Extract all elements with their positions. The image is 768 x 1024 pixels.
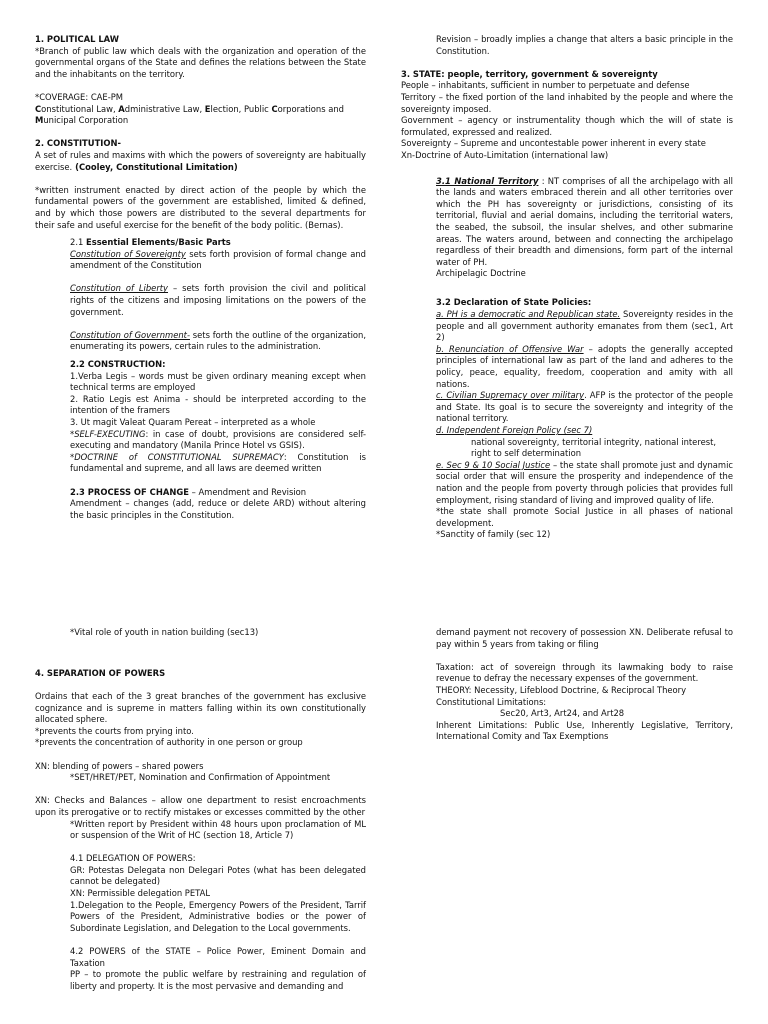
separation-heading: 4. SEPARATION OF POWERS	[35, 667, 166, 678]
demand-payment: demand payment not recovery of possession XN. Deliberate refusal to pay within 5 years from taking or filing	[436, 627, 733, 649]
coverage-expansion: Constitutional Law, Administrative Law, Election, Public Corporations and Municipal Corporation	[35, 103, 345, 126]
written-instrument: *written instrument enacted by direct action of the people by which the fundamental powers of the government are established, limited & defined, and by which those powers are distributed to the several departments for their safe and useful exercise for the benefit of the body politic. (Bernas).	[35, 184, 366, 230]
prevents-concentration: *prevents the concentration of authority in one person or group	[35, 737, 303, 748]
xn-petal: XN: Permissible delegation PETAL	[70, 888, 210, 899]
limitation-sections: Sec20, Art3, Art24, and Art28	[500, 708, 625, 719]
construction-item-3: 3. Ut magit Valeat Quaram Pereat – interpreted as a whole	[70, 417, 316, 427]
police-power: PP – to promote the public welfare by restraining and regulation of liberty and property. It is the most pervasive and demanding and	[70, 969, 366, 991]
state-heading: 3. STATE: people, territory, government & sovereignty	[401, 68, 658, 79]
amendment: Amendment – changes (add, reduce or delete ARD) without altering the basic principles in the Constitution.	[70, 498, 366, 520]
policy-d: d. Independent Foreign Policy (sec 7)	[436, 425, 593, 435]
social-justice: *the state shall promote Social Justice in all phases of national development.	[436, 506, 733, 528]
delegation-heading: 4.1 DELEGATION OF POWERS:	[70, 853, 196, 864]
essential-elements-heading: 2.1 Essential Elements/Basic Parts	[70, 237, 231, 248]
sanctity-of-family: *Sanctity of family (sec 12)	[436, 529, 551, 540]
bottom-right-column	[436, 627, 733, 743]
xn-blending: XN: blending of powers – shared powers	[35, 760, 204, 771]
political-law-heading: 1. POLITICAL LAW	[35, 34, 120, 44]
constitution-of-government: Constitution of Government- sets forth the outline of the organization, enumerating its powers, certain rules to the administration.	[70, 329, 366, 352]
youth-role: *Vital role of youth in nation building (sec13)	[70, 627, 259, 637]
constitutional-limitations: Constitutional Limitations:	[436, 696, 547, 707]
construction-item-1: 1.Verba Legis – words must be given ordinary meaning except when technical terms are employed	[70, 370, 366, 393]
state-policies-heading: 3.2 Declaration of State Policies:	[436, 297, 592, 308]
state-people: People – inhabitants, sufficient in number to perpetuate and defense	[401, 80, 690, 91]
set-hret-pet: *SET/HRET/PET, Nomination and Confirmation of Appointment	[70, 772, 331, 783]
political-law-definition: *Branch of public law which deals with the organization and operation of the governmental organs of the State and defines the relations between the State and the inhabitants on the territory.	[35, 45, 366, 79]
archipelagic-doctrine: Archipelagic Doctrine	[436, 268, 526, 279]
powers-of-state: 4.2 POWERS of the STATE – Police Power, Eminent Domain and Taxation	[70, 946, 366, 968]
top-right-column	[401, 34, 733, 541]
process-of-change: 2.3 PROCESS OF CHANGE – Amendment and Revision	[70, 486, 307, 497]
bottom-left-column	[35, 627, 366, 992]
policy-e: e. Sec 9 & 10 Social Justice – the state shall promote just and dynamic social order that will ensure the prosperity and independence of the nation and the people from poverty through policies that provides full employment, rising standard of living and improved quality of life.	[436, 459, 733, 505]
national-territory: 3.1 National Territory : NT comprises of all the archipelago with all the lands and waters embraced therein and all other territories over which the PH has sovereignty or jurisdictions, consisting of its territorial, fluvial and aerial domains, including the territorial waters, the seabed, the subsoil, the insular shelves, and other submarine areas. The waters around, between and connecting the archipelago regardless of their breadth and dimensions, form part of the internal water of PH.	[436, 175, 734, 267]
construction-item-2: 2. Ratio Legis est Anima - should be interpreted according to the intention of the framers	[70, 393, 366, 416]
state-sovereignty: Sovereignty – Supreme and uncontestable power inherent in every state	[401, 138, 706, 149]
national-territory-block	[436, 176, 733, 541]
xn-doctrine: Xn-Doctrine of Auto-Limitation (international law)	[401, 149, 609, 160]
top-left-column	[35, 34, 366, 521]
constitution-of-liberty: Constitution of Liberty – sets forth provision the civil and political rights of the citizens and imposing limitations on the powers of the government.	[70, 283, 366, 317]
revision: Revision – broadly implies a change that alters a basic principle in the Constitution.	[436, 34, 733, 56]
inherent-limitations: Inherent Limitations: Public Use, Inherently Legislative, Territory, International Comity and Tax Exemptions	[436, 719, 733, 742]
written-report: *Written report by President within 48 hours upon proclamation of ML or suspension of the Writ of HC (section 18, Article 7)	[70, 818, 366, 841]
coverage-line: *COVERAGE: CAE-PM	[35, 91, 123, 102]
delegation-list: 1.Delegation to the People, Emergency Powers of the President, Tarrif Powers of the President, Administrative bodies or the power of Subordinate Legislation, and Delegation to the Local governments.	[70, 899, 366, 933]
policy-a: a. PH is a democratic and Republican state. Sovereignty resides in the people and all government authority emanates from them (sec1, Art 2)	[436, 309, 733, 343]
construction-heading: 2.2 CONSTRUCTION:	[70, 359, 166, 370]
separation-ordains: Ordains that each of the 3 great branches of the government has exclusive cognizance and is supreme in matters falling within its own constitutionally allocated sphere.	[35, 690, 366, 725]
taxation-theory: THEORY: Necessity, Lifeblood Doctrine, & Reciprocal Theory	[436, 684, 687, 695]
taxation: Taxation: act of sovereign through its lawmaking body to raise revenue to defray the necessary expenses of the government.	[436, 661, 733, 684]
state-government: Government – agency or instrumentality though which the will of state is formulated, expressed and realized.	[401, 115, 733, 137]
state-territory: Territory – the fixed portion of the land inhabited by the people and where the sovereignty imposed.	[401, 91, 733, 114]
xn-checks-balances: XN: Checks and Balances – allow one department to resist encroachments upon its prerogative or to rectify mistakes or excesses committed by the other	[35, 795, 366, 817]
self-executing: *SELF-EXECUTING: in case of doubt, provisions are considered self-executing and mandatory (Manila Prince Hotel vs GSIS).	[70, 428, 366, 451]
policy-d-detail: national sovereignty, territorial integrity, national interest, right to self determination	[471, 436, 717, 459]
prevents-courts: *prevents the courts from prying into.	[35, 725, 194, 736]
constitutional-supremacy: *DOCTRINE of CONSTITUTIONAL SUPREMACY: Constitution is fundamental and supreme, and all laws are deemed written	[70, 451, 366, 474]
constitution-heading: 2. CONSTITUTION-	[35, 138, 122, 149]
essential-elements-block	[70, 237, 366, 521]
constitution-of-sovereignty: Constitution of Sovereignty sets forth provision of formal change and amendment of the Constitution	[70, 248, 366, 271]
policy-c: c. Civilian Supremacy over military. AFP is the protector of the people and State. Its goal is to secure the sovereignty and integrity of the national territory.	[436, 390, 733, 424]
constitution-definition: A set of rules and maxims with which the powers of sovereignty are habitually exercise. (Cooley, Constitutional Limitation)	[35, 149, 366, 172]
policy-b: b. Renunciation of Offensive War – adopts the generally accepted principles of international law as part of the land and adheres to the policy, peace, equality, freedom, cooperation and amity with all nations.	[436, 343, 733, 389]
gr-potestas: GR: Potestas Delegata non Delegari Potes (what has been delegated cannot be delegated)	[70, 864, 366, 887]
